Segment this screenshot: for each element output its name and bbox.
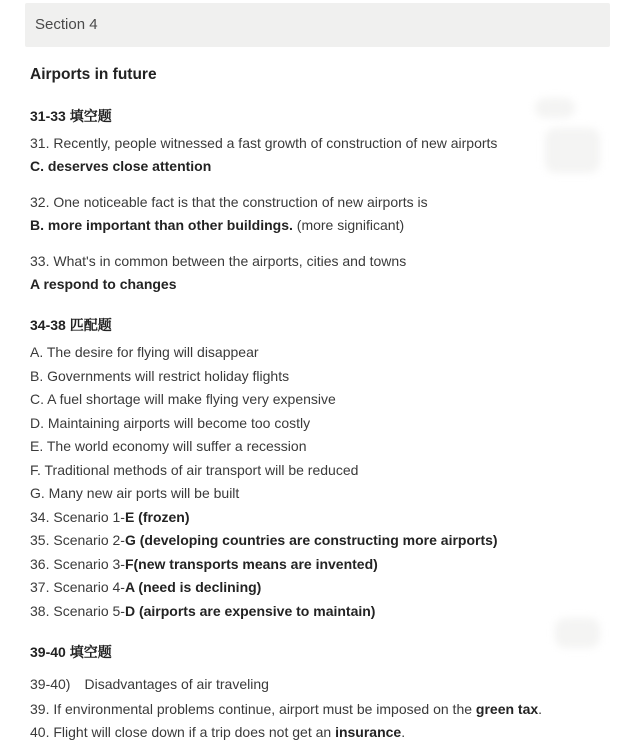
option-line-f: F. Traditional methods of air transport will be reduced	[30, 461, 359, 478]
subtitle-prefix: 39-40)	[30, 676, 71, 692]
option-line-a: A. The desire for flying will disappear	[30, 344, 259, 360]
match-line-35	[30, 531, 596, 550]
question-line-31: 31. Recently, people witnessed a fast growth of construction of new airports	[30, 135, 498, 151]
answer-line-31	[30, 157, 596, 176]
section-header-label: Section 4	[35, 16, 98, 33]
page-title: Airports in future	[30, 66, 157, 83]
question-line-32: 32. One noticeable fact is that the construction of new airports is	[30, 194, 428, 210]
question-line-33: 33. What's in common between the airports, cities and towns	[30, 253, 407, 269]
question-group-heading-39-40: 39-40 填空题	[30, 644, 112, 660]
answer-bold-32: B. more important than other buildings.	[30, 216, 293, 233]
match-line-38	[30, 602, 596, 621]
option-line-d: D. Maintaining airports will become too costly	[30, 414, 311, 431]
match-answer-35: G (developing countries are constructing more airports)	[124, 532, 498, 548]
option-line-c: C. A fuel shortage will make flying very expensive	[30, 391, 336, 407]
match-line-37	[30, 578, 596, 597]
match-answer-37: A (need is declining)	[124, 579, 262, 595]
answer-note-32: (more significant)	[292, 216, 405, 233]
fill-pre-39: 39. If environmental problems continue, airport must be imposed on the	[30, 700, 476, 717]
section-header-bar[interactable]	[25, 3, 610, 47]
answer-line-33	[30, 275, 596, 294]
fill-bold-39: green tax	[475, 700, 539, 717]
match-answer-38: D (airports are expensive to maintain)	[124, 602, 376, 619]
answer-bold-31: C. deserves close attention	[30, 157, 212, 174]
option-line-e: E. The world economy will suffer a recession	[30, 438, 307, 454]
subtitle-text: Disadvantages of air traveling	[84, 676, 269, 692]
fill-bold-40: insurance	[335, 724, 402, 740]
question-group-heading-31-33: 31-33 填空题	[30, 108, 112, 124]
subtitle-line-39-40	[30, 675, 596, 694]
match-prefix-36: 36. Scenario 3-	[30, 555, 125, 572]
match-answer-36: F(new transports means are invented)	[124, 555, 378, 572]
match-prefix-37: 37. Scenario 4-	[30, 579, 125, 595]
fill-post-39: .	[538, 700, 543, 717]
fill-pre-40: 40. Flight will close down if a trip does not get an	[30, 724, 336, 740]
match-prefix-35: 35. Scenario 2-	[30, 532, 125, 548]
match-answer-34: E (frozen)	[124, 508, 190, 525]
question-group-heading-34-38: 34-38 匹配题	[30, 317, 112, 333]
match-line-36	[30, 555, 596, 574]
answer-bold-33: A respond to changes	[30, 275, 177, 292]
fill-line-40	[30, 723, 596, 742]
option-line-g: G. Many new air ports will be built	[30, 485, 240, 501]
match-prefix-34: 34. Scenario 1-	[30, 508, 125, 525]
match-line-34	[30, 508, 596, 527]
option-line-b: B. Governments will restrict holiday flights	[30, 367, 290, 384]
answer-line-32	[30, 216, 596, 235]
document-content	[0, 66, 626, 742]
fill-post-40: .	[401, 724, 406, 740]
fill-line-39	[30, 700, 596, 719]
match-prefix-38: 38. Scenario 5-	[30, 602, 125, 619]
